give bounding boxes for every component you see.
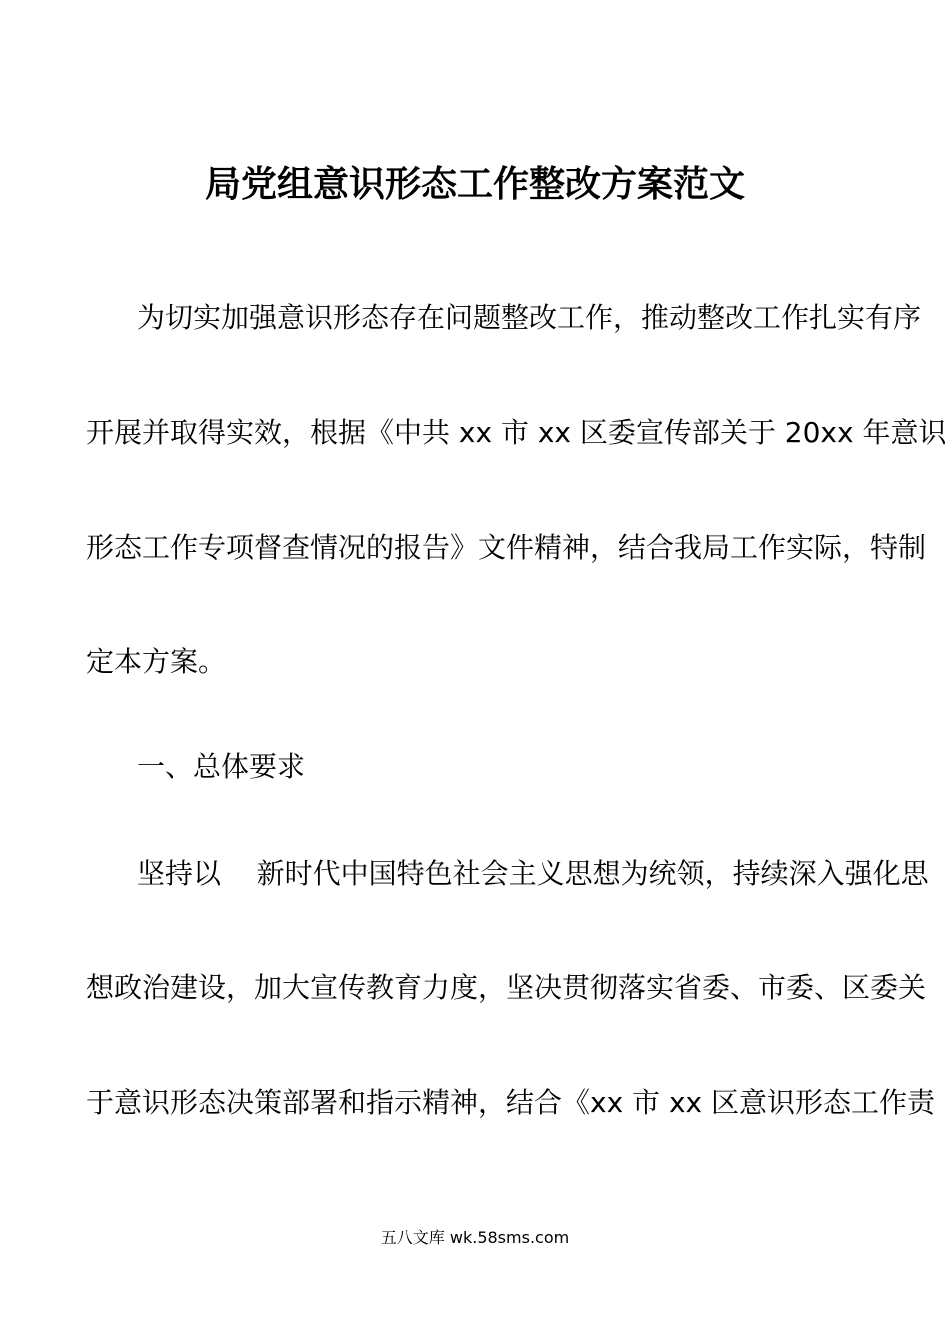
footer-watermark: 五八文库 wk.58sms.com bbox=[380, 1228, 570, 1247]
paragraph2-line1: 坚持以 新时代中国特色社会主义思想为统领，持续深入强化思 bbox=[137, 857, 929, 890]
section-heading: 一、总体要求 bbox=[137, 750, 306, 783]
paragraph1-line4: 定本方案。 bbox=[86, 645, 227, 678]
paragraph1-line3: 形态工作专项督查情况的报告》文件精神，结合我局工作实际，特制 bbox=[86, 531, 927, 564]
paragraph2-line2: 想政治建设，加大宣传教育力度，坚决贯彻落实省委、市委、区委关 bbox=[86, 971, 927, 1004]
document-title: 局党组意识形态工作整改方案范文 bbox=[204, 164, 745, 205]
paragraph2-line3: 于意识形态决策部署和指示精神，结合《xx 市 xx 区意识形态工作责 bbox=[86, 1086, 935, 1119]
paragraph1-line1: 为切实加强意识形态存在问题整改工作，推动整改工作扎实有序 bbox=[137, 301, 922, 334]
paragraph1-line2: 开展并取得实效，根据《中共 xx 市 xx 区委宣传部关于 20xx 年意识 bbox=[86, 416, 947, 449]
